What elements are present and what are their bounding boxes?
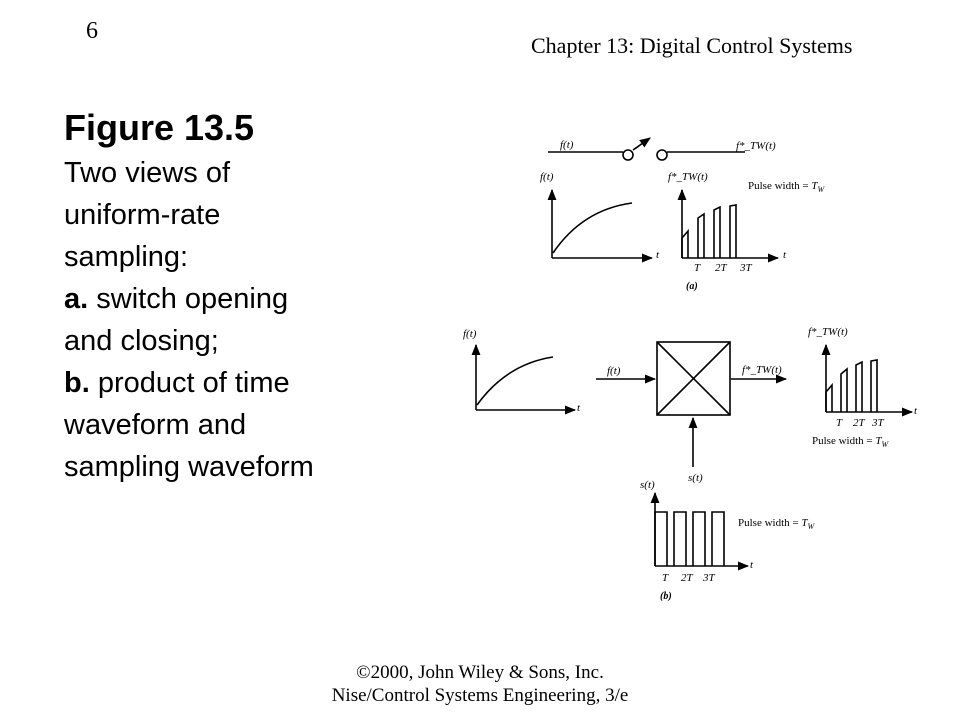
a-pulse-width-text: Pulse width = bbox=[748, 180, 812, 192]
switch-arm bbox=[633, 138, 650, 150]
switch-contact-right bbox=[657, 150, 667, 160]
sampling-pulse-1 bbox=[655, 512, 667, 566]
b-input-curve bbox=[477, 357, 553, 405]
caption-part-b bbox=[64, 362, 404, 404]
b-output-t-axis-label: t bbox=[914, 405, 918, 417]
b-output-pulse-2 bbox=[841, 369, 847, 412]
a-output-label: f*_TW(t) bbox=[736, 140, 776, 152]
sampling-pulse-4 bbox=[712, 512, 724, 566]
caption-line: Two views of bbox=[64, 157, 230, 189]
panel-a bbox=[548, 138, 778, 258]
b-input-ylabel: f(t) bbox=[463, 328, 477, 340]
figure-caption bbox=[64, 104, 404, 488]
b-output-pulse-width-symbol: T bbox=[875, 435, 882, 447]
b-sampling-input-label: s(t) bbox=[688, 472, 703, 484]
a-input-label: f(t) bbox=[560, 139, 574, 151]
a-pulse-1 bbox=[682, 231, 688, 258]
caption-line: uniform-rate bbox=[64, 199, 221, 231]
b-sampling-pulse-width-sub: W bbox=[807, 522, 815, 531]
b-input-t-axis-label: t bbox=[577, 402, 581, 414]
switch-contact-left bbox=[623, 150, 633, 160]
caption-part-a-text: switch opening bbox=[96, 283, 289, 315]
panel-b-labels bbox=[463, 326, 918, 602]
a-left-t-axis-label: t bbox=[656, 249, 660, 261]
b-sampling-ylabel: s(t) bbox=[640, 479, 655, 491]
part-b-marker: b. bbox=[64, 367, 90, 399]
a-right-t-axis-label: t bbox=[783, 249, 787, 261]
panel-b-label: (b) bbox=[660, 591, 672, 602]
b-output-tick-T: T bbox=[836, 417, 843, 429]
a-left-ylabel: f(t) bbox=[540, 171, 554, 183]
b-output-pulse-3 bbox=[856, 362, 862, 412]
caption-line: sampling waveform bbox=[64, 451, 314, 483]
a-pulse-width-label bbox=[748, 180, 825, 194]
b-output-pulse-4 bbox=[871, 360, 877, 412]
caption-line: sampling: bbox=[64, 241, 189, 273]
b-sampling-tick-2T: 2T bbox=[681, 572, 693, 584]
slide-number: 6 bbox=[86, 18, 98, 44]
a-pulse-width-sub: W bbox=[817, 185, 825, 194]
b-output-tick-2T: 2T bbox=[853, 417, 865, 429]
footer bbox=[0, 661, 960, 707]
b-output-pulse-width-label bbox=[812, 435, 889, 449]
sampling-pulse-2 bbox=[674, 512, 686, 566]
caption-part-a bbox=[64, 278, 404, 320]
figure-label: Figure 13.5 bbox=[64, 107, 255, 148]
a-tick-T: T bbox=[694, 262, 701, 274]
b-multiplier-output-label: f*_TW(t) bbox=[742, 364, 782, 376]
caption-line: and closing; bbox=[64, 325, 219, 357]
sampling-figure bbox=[440, 120, 940, 620]
a-pulse-4 bbox=[730, 205, 736, 258]
a-pulse-width-symbol: T bbox=[811, 180, 818, 192]
b-sampling-pulse-width-text: Pulse width = bbox=[738, 517, 802, 529]
panel-b bbox=[476, 342, 912, 566]
a-tick-3T: 3T bbox=[740, 262, 752, 274]
sampling-pulse-3 bbox=[693, 512, 705, 566]
b-sampling-tick-T: T bbox=[662, 572, 669, 584]
a-pulse-3 bbox=[714, 207, 720, 258]
b-output-tick-3T: 3T bbox=[872, 417, 884, 429]
b-sampling-tick-3T: 3T bbox=[703, 572, 715, 584]
chapter-title: Chapter 13: Digital Control Systems bbox=[531, 33, 853, 58]
b-output-pulse-1 bbox=[826, 385, 832, 412]
part-a-marker: a. bbox=[64, 283, 89, 315]
a-right-ylabel: f*_TW(t) bbox=[668, 171, 708, 183]
a-left-curve bbox=[553, 203, 632, 253]
b-output-pulse-width-sub: W bbox=[881, 440, 889, 449]
b-sampling-pulse-width-label bbox=[738, 517, 815, 531]
b-output-pulse-width-text: Pulse width = bbox=[812, 435, 876, 447]
b-sampling-t-axis-label: t bbox=[750, 559, 754, 571]
panel-a-label: (a) bbox=[686, 281, 698, 292]
b-output-ylabel: f*_TW(t) bbox=[808, 326, 848, 338]
a-tick-2T: 2T bbox=[715, 262, 727, 274]
book-credit-line: Nise/Control Systems Engineering, 3/e bbox=[331, 685, 629, 706]
caption-part-b-text: product of time bbox=[97, 367, 290, 399]
copyright-line: ©2000, John Wiley & Sons, Inc. bbox=[356, 662, 604, 683]
b-multiplier-input-label: f(t) bbox=[607, 365, 621, 377]
caption-line: waveform and bbox=[64, 409, 247, 441]
a-pulse-2 bbox=[698, 214, 704, 258]
b-sampling-pulse-width-symbol: T bbox=[801, 517, 808, 529]
